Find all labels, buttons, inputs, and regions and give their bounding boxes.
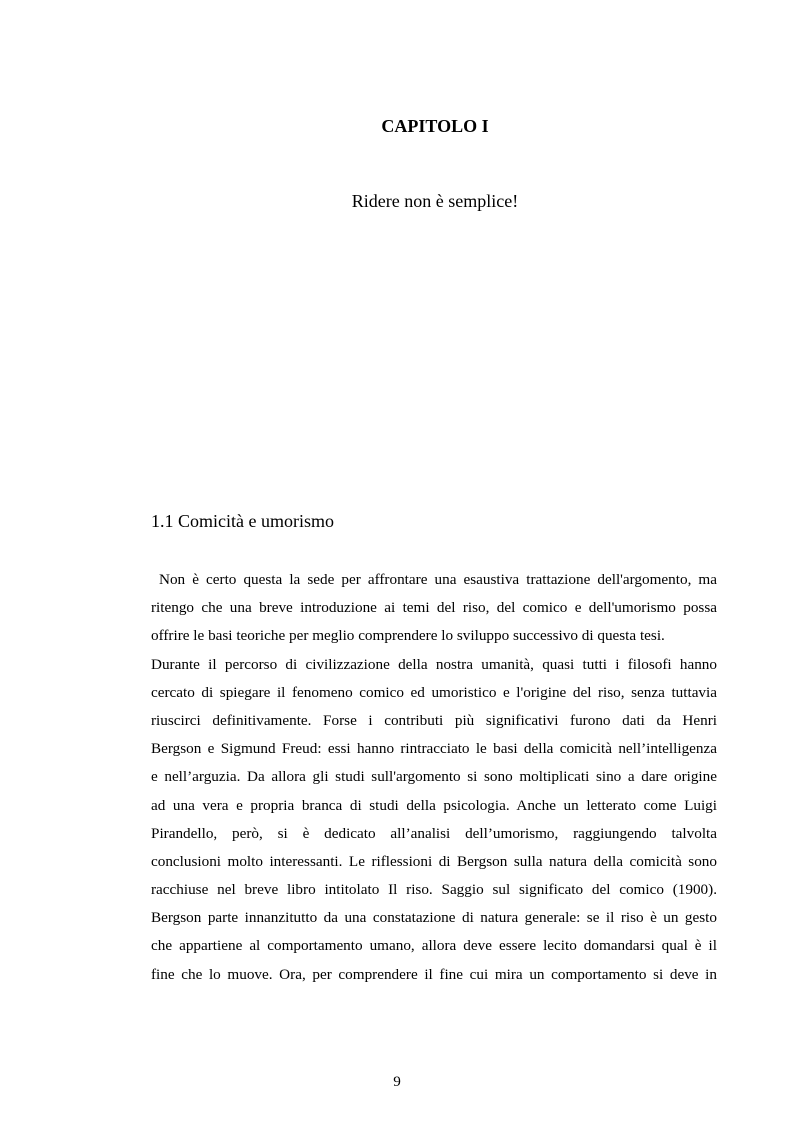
section-heading: 1.1 Comicità e umorismo xyxy=(151,511,334,531)
body-paragraph xyxy=(151,566,717,989)
text-line: ad una vera e propria branca di studi della psicologia. Anche un letterato come Luigi xyxy=(151,796,717,814)
text-line: che appartiene al comportamento umano, allora deve essere lecito domandarsi qual è il xyxy=(151,937,717,955)
text-line: Durante il percorso di civilizzazione della nostra umanità, quasi tutti i filosofi hanno xyxy=(151,655,717,673)
text-line: Non è certo questa la sede per affrontare una esaustiva trattazione dell'argomento, ma xyxy=(159,571,717,588)
text-line: offrire le basi teoriche per meglio comprendere lo sviluppo successivo di questa tesi. xyxy=(151,627,665,645)
text-line: e nell’arguzia. Da allora gli studi sull'argomento si sono moltiplicati sino a dare origine xyxy=(151,768,717,786)
text-line: racchiuse nel breve libro intitolato Il riso. Saggio sul significato del comico (1900). xyxy=(151,881,717,899)
chapter-subtitle: Ridere non è semplice! xyxy=(351,191,519,211)
text-line: Pirandello, però, si è dedicato all’analisi dell’umorismo, raggiungendo talvolta xyxy=(151,824,717,842)
text-line: cercato di spiegare il fenomeno comico ed umoristico e l'origine del riso, senza tuttavia xyxy=(151,683,717,701)
page-number: 9 xyxy=(393,1073,401,1090)
text-line: Bergson e Sigmund Freud: essi hanno rintracciato le basi della comicità nell’intelligenza xyxy=(151,740,717,758)
text-line: ritengo che una breve introduzione ai temi del riso, del comico e dell'umorismo possa xyxy=(151,599,717,617)
text-line: Bergson parte innanzitutto da una constatazione di natura generale: se il riso è un gesto xyxy=(151,909,717,927)
text-line: riuscirci definitivamente. Forse i contributi più significativi furono dati da Henri xyxy=(151,711,717,729)
chapter-title: CAPITOLO I xyxy=(381,116,489,136)
text-line: fine che lo muove. Ora, per comprendere il fine cui mira un comportamento si deve in xyxy=(151,965,717,983)
text-line: conclusioni molto interessanti. Le riflessioni di Bergson sulla natura della comicità sono xyxy=(151,852,717,870)
